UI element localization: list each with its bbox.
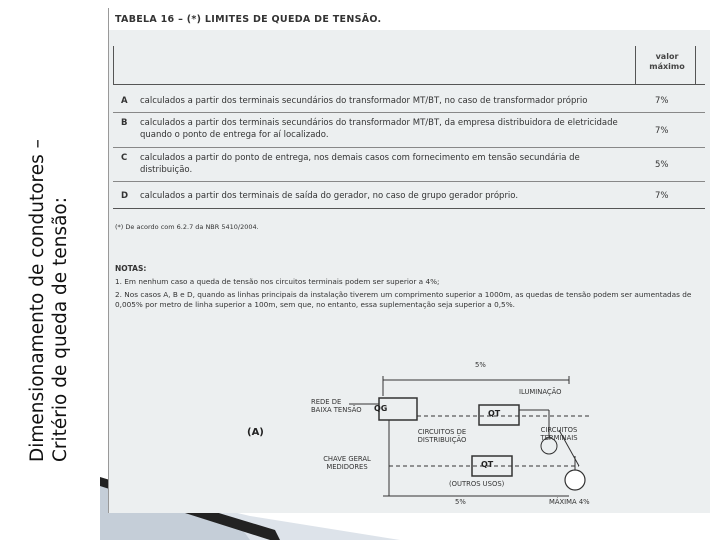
row-letter: C (121, 153, 128, 163)
row-value: 7% (655, 191, 669, 201)
iluminacao-label: ILUMINAÇÃO (519, 388, 562, 396)
row-divider (113, 181, 705, 182)
table-title: TABELA 16 – (*) LIMITES DE QUEDA DE TENSÃO. (115, 14, 382, 25)
bottom-percent-label: 5% (455, 498, 466, 506)
header-col-divider (635, 46, 636, 84)
qg-label: QG (374, 404, 388, 413)
row-divider (113, 112, 705, 113)
table-bottom-border (113, 208, 705, 209)
header-max-line1: valor (655, 52, 679, 61)
header-max-line2: máximo (649, 62, 685, 71)
rede-baixa-tensao-label: REDE DE BAIXA TENSÃO (311, 398, 362, 414)
row-text: calculados a partir dos terminais secundários do transformador MT/BT, no caso de transformador próprio (140, 96, 588, 106)
row-value: 7% (655, 96, 669, 106)
circuitos-terminais-label: CIRCUITOS TERMINAIS (540, 426, 578, 442)
header-right-border (695, 46, 696, 84)
note-item: 1. Em nenhum caso a queda de tensão nos circuitos terminais podem ser superior a 4%; (115, 277, 440, 286)
chave-geral-label: CHAVE GERAL MEDIDORES (323, 455, 371, 471)
outros-usos-label: (OUTROS USOS) (449, 480, 505, 488)
row-letter: D (121, 191, 129, 201)
footnote: (*) De acordo com 6.2.7 da NBR 5410/2004. (115, 223, 259, 231)
diagram-a-label: (A) (247, 427, 264, 438)
top-percent-label: 5% (475, 361, 486, 369)
table-title-bar (109, 8, 710, 30)
header-divider (113, 84, 705, 85)
row-text: calculados a partir dos terminais de saída do gerador, no caso de grupo gerador próprio. (140, 191, 519, 201)
row-letter: A (121, 96, 128, 106)
row-divider (113, 147, 705, 148)
row-value: 7% (655, 126, 669, 136)
qt-top-label: QT (488, 409, 501, 418)
slide-title-line1: Dimensionamento de condutores – (27, 139, 48, 462)
qt-bottom-label: QT (481, 460, 494, 469)
row-text: calculados a partir do ponto de entrega, nos demais casos com fornecimento em tensão secundária de distribuição. (140, 153, 580, 175)
notes-title: NOTAS: (115, 264, 147, 273)
row-letter: B (121, 118, 128, 128)
header-max-value (641, 52, 693, 72)
row-value: 5% (655, 160, 669, 170)
maxima-label: MÁXIMA 4% (549, 498, 590, 506)
circuitos-distribuicao-label: CIRCUITOS DE DISTRIBUIÇÃO (417, 428, 467, 444)
header-left-border (113, 46, 114, 84)
document-page (108, 8, 710, 513)
row-text: calculados a partir dos terminais secundários do transformador MT/BT, da empresa distribuidora de eletricidade quando o ponto de entrega for aí localizado. (140, 118, 618, 140)
note-item: 2. Nos casos A, B e D, quando as linhas principais da instalação tiverem um comprimento superior a 1000m, as quedas de tensão podem ser aumentadas de 0,005% por metro de linha superior a 100m, sem que, no entanto, essa suplementação seja superior a 0,5%. (115, 290, 692, 309)
motor-icon (565, 470, 585, 490)
slide-title-line2: Critério de queda de tensão: (50, 197, 71, 462)
slide-title (26, 12, 72, 462)
